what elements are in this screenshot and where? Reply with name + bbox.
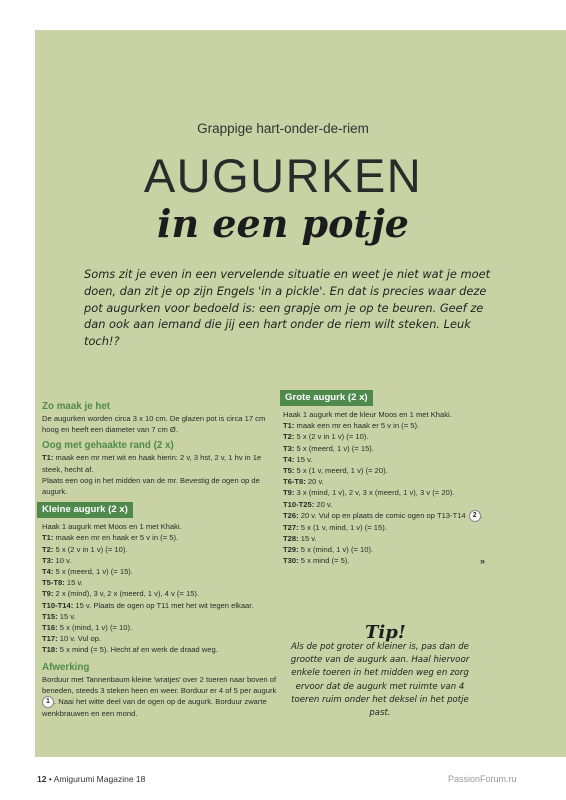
- big-row-text: 20 v. Vul op en plaats de comic ogen op T13-T14: [298, 510, 466, 520]
- small-row-text: 10 v.: [53, 555, 72, 565]
- eye-row-text: maak een mr met wit en haak hierin: 2 v, 3 hst, 2 v, 1 hv in 1e steek, hecht af.: [42, 453, 262, 474]
- small-row: [42, 644, 277, 655]
- big-row: [283, 465, 513, 476]
- photo-badge-1: 1: [42, 696, 54, 708]
- how-heading: Zo maak je het: [42, 401, 111, 412]
- big-row-label: T29:: [283, 545, 299, 555]
- big-row: [283, 522, 513, 533]
- tip-title: Tip!: [365, 622, 406, 643]
- big-row: [283, 510, 513, 522]
- small-intro: Haak 1 augurk met Moos en 1 met Khaki.: [42, 522, 182, 532]
- big-row-text: 20 v.: [314, 499, 333, 509]
- big-row-label: T26:: [283, 510, 299, 520]
- script-title: in een potje: [157, 201, 409, 246]
- small-row-text: 10 v. Vul op.: [57, 634, 102, 644]
- big-row: [283, 499, 513, 510]
- big-row-label: T10-T25:: [283, 499, 315, 509]
- big-row-text: 5 x (mind, 1 v) (= 10).: [298, 545, 374, 555]
- small-row-label: T9:: [42, 589, 54, 599]
- big-row-label: T4:: [283, 454, 295, 464]
- magazine-name: Amigurumi Magazine 18: [53, 774, 146, 784]
- big-row: [283, 454, 513, 465]
- small-row-text: 5 x mind (= 5). Hecht af en werk de draad weg.: [57, 645, 218, 655]
- big-row-text: 20 v.: [305, 477, 324, 487]
- eye-row-label: T1:: [42, 453, 54, 463]
- row-end-dot: .: [480, 510, 483, 520]
- small-row-label: T17:: [42, 634, 58, 644]
- tip-text: Als de pot groter of kleiner is, pas dan de grootte van de augurk aan. Haal hiervoor enkele toeren in het midden weg en zorg ervoor dat de augurk met ruimte van 4 toeren ruim onder het deksel in het potje past.: [290, 642, 470, 719]
- small-row-text: 5 x (2 v in 1 v) (= 10).: [53, 544, 128, 554]
- small-row-label: T10-T14:: [42, 600, 74, 610]
- small-row-label: T1:: [42, 533, 54, 543]
- small-row: [42, 544, 277, 555]
- small-row-text: 5 x (meerd, 1 v) (= 15).: [53, 567, 133, 577]
- big-row: [283, 431, 513, 442]
- small-row-label: T2:: [42, 544, 54, 554]
- big-row-text: 5 x mind (= 5).: [298, 556, 350, 566]
- big-heading: Grote augurk (2 x): [280, 390, 373, 406]
- small-row-label: T16:: [42, 623, 58, 633]
- small-row-text: 15 v.: [64, 578, 83, 588]
- small-row: [42, 555, 277, 566]
- big-row-label: T5:: [283, 466, 295, 476]
- small-row-label: T4:: [42, 567, 54, 577]
- small-row-text: 15 v. Plaats de ogen op T11 met het wit tegen elkaar.: [73, 600, 254, 610]
- big-row-label: T2:: [283, 432, 295, 442]
- big-row-text: 5 x (1 v, mind, 1 v) (= 15).: [298, 522, 387, 532]
- big-row-label: T30:: [283, 556, 299, 566]
- eye-note: Plaats een oog in het midden van de mr. Bevestig de ogen op de augurk.: [42, 475, 260, 497]
- small-row-text: 5 x (mind, 1 v) (= 10).: [57, 623, 133, 633]
- right-column: [283, 390, 513, 567]
- big-row: [283, 555, 513, 566]
- footer: 12 • Amigurumi Magazine 18: [37, 774, 146, 784]
- big-row-label: T1:: [283, 421, 295, 431]
- eye-row: [42, 452, 277, 474]
- small-row-label: T5-T8:: [42, 578, 65, 588]
- small-row-text: 2 x (mind), 3 v, 2 x (meerd, 1 v), 4 v (= 15).: [53, 589, 200, 599]
- small-row-text: 15 v.: [57, 611, 76, 621]
- big-row: [283, 533, 513, 544]
- big-row-text: 5 x (2 v in 1 v) (= 10).: [294, 432, 369, 442]
- big-row-text: 5 x (meerd, 1 v) (= 15).: [294, 443, 374, 453]
- big-row-text: 15 v.: [294, 454, 313, 464]
- big-row-text: 5 x (1 v, meerd, 1 v) (= 20).: [294, 466, 388, 476]
- eye-heading: Oog met gehaakte rand (2 x): [42, 440, 174, 452]
- big-row-label: T9:: [283, 488, 295, 498]
- small-row-text: maak een mr en haak er 5 v in (= 5).: [53, 533, 179, 543]
- small-rows: [42, 532, 277, 655]
- finish-text: [42, 674, 277, 720]
- big-rows: [283, 420, 513, 566]
- big-row-text: 3 x (mind, 1 v), 2 v, 3 x (meerd, 1 v), 3 v (= 20).: [294, 488, 455, 498]
- small-row: [42, 566, 277, 577]
- small-row-label: T18:: [42, 645, 58, 655]
- page-number: 12: [37, 774, 47, 784]
- small-row-label: T3:: [42, 555, 54, 565]
- intro-paragraph: Soms zit je even in een vervelende situatie en weet je niet wat je moet doen, dan zit je op zijn Engels 'in a pickle'. En dat is precies waar deze pot augurken voor bedoeld is: een grapje om je op te beuren. Geef ze dan ook aan iemand die jij een hart onder de riem wilt steken. Leuk toch!?: [84, 267, 491, 349]
- how-text: De augurken worden circa 3 x 10 cm. De glazen pot is circa 17 cm hoog en heeft een diameter van 7 cm Ø.: [42, 414, 266, 435]
- big-row: [283, 476, 513, 487]
- continue-arrow: »: [480, 556, 486, 566]
- big-row-text: 15 v.: [298, 534, 317, 544]
- big-row: [283, 544, 513, 555]
- finish-heading: Afwerking: [42, 661, 90, 673]
- small-row-label: T15:: [42, 611, 58, 621]
- finish-text-b: . Naai het witte deel van de ogen op de augurk. Borduur zwarte wenkbrauwen en een mond.: [42, 697, 267, 719]
- big-row-label: T27:: [283, 522, 299, 532]
- big-row-label: T6-T8:: [283, 477, 306, 487]
- small-row: [42, 633, 277, 644]
- big-row-label: T28:: [283, 534, 299, 544]
- small-heading: Kleine augurk (2 x): [37, 502, 133, 518]
- watermark: PassionForum.ru: [448, 774, 517, 784]
- big-row: [283, 443, 513, 454]
- small-row: [42, 611, 277, 622]
- big-row-label: T3:: [283, 443, 295, 453]
- photo-badge-2: 2: [469, 510, 481, 522]
- big-row-text: maak een mr en haak er 5 v in (= 5).: [294, 421, 420, 431]
- subtitle: Grappige hart-onder-de-riem: [197, 121, 369, 136]
- big-row: [283, 487, 513, 498]
- small-row: [42, 532, 277, 543]
- small-row: [42, 600, 277, 611]
- finish-text-a: Borduur met Tannenbaum kleine 'wratjes' over 2 toeren naar boven of beneden, steeds 3 steken heen en weer. Borduur er 4 of 5 per augurk: [42, 674, 277, 695]
- left-column: [42, 401, 277, 719]
- big-row: [283, 420, 513, 431]
- page-title: AUGURKEN: [143, 149, 423, 202]
- small-row: [42, 577, 277, 588]
- small-row: [42, 588, 277, 599]
- big-intro: Haak 1 augurk met de kleur Moos en 1 met Khaki.: [283, 410, 452, 419]
- small-row: [42, 622, 277, 633]
